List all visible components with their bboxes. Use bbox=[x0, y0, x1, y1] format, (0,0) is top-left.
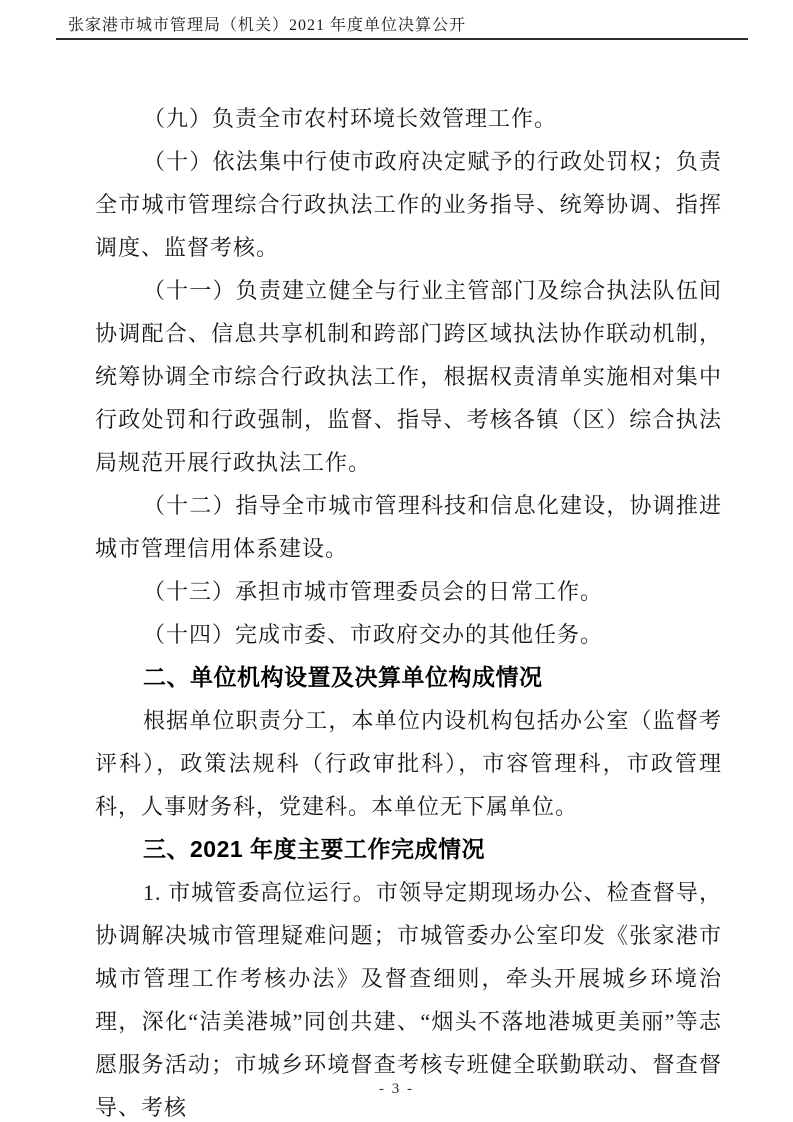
body-paragraph: （九）负责全市农村环境长效管理工作。 bbox=[143, 106, 558, 131]
body-paragraph: （十）依法集中行使市政府决定赋予的行政处罚权；负责全市城市管理综合行政执法工作的业务指导、统筹协调、指挥调度、监督考核。 bbox=[95, 149, 722, 260]
section-heading-2: 二、单位机构设置及决算单位构成情况 bbox=[143, 664, 543, 690]
page-header-title: 张家港市城市管理局（机关）2021 年度单位决算公开 bbox=[68, 17, 467, 34]
header-rule bbox=[56, 38, 748, 40]
body-paragraph: 根据单位职责分工，本单位内设机构包括办公室（监督考评科），政策法规科（行政审批科），市容管理科，市政管理科，人事财务科，党建科。本单位无下属单位。 bbox=[95, 708, 722, 819]
section-heading-3: 三、2021 年度主要工作完成情况 bbox=[143, 836, 486, 862]
body-paragraph: （十一）负责建立健全与行业主管部门及综合执法队伍间协调配合、信息共享机制和跨部门跨区域执法协作联动机制，统筹协调全市综合行政执法工作，根据权责清单实施相对集中行政处罚和行政强制，监督、指导、考核各镇（区）综合执法局规范开展行政执法工作。 bbox=[95, 278, 722, 475]
document-body bbox=[95, 97, 722, 1122]
body-paragraph: （十二）指导全市城市管理科技和信息化建设，协调推进城市管理信用体系建设。 bbox=[95, 493, 722, 561]
body-paragraph: （十三）承担市城市管理委员会的日常工作。 bbox=[143, 579, 604, 604]
body-paragraph: 1. 市城管委高位运行。市领导定期现场办公、检查督导，协调解决城市管理疑难问题；市城管委办公室印发《张家港市城市管理工作考核办法》及督查细则，牵头开展城乡环境治理，深化“洁美港城”同创共建、“烟头不落地港城更美丽”等志愿服务活动；市城乡环境督查考核专班健全联勤联动、督查督导、考核 bbox=[95, 880, 722, 1120]
body-paragraph: （十四）完成市委、市政府交办的其他任务。 bbox=[143, 622, 604, 647]
page-number: - 3 - bbox=[379, 1081, 414, 1097]
